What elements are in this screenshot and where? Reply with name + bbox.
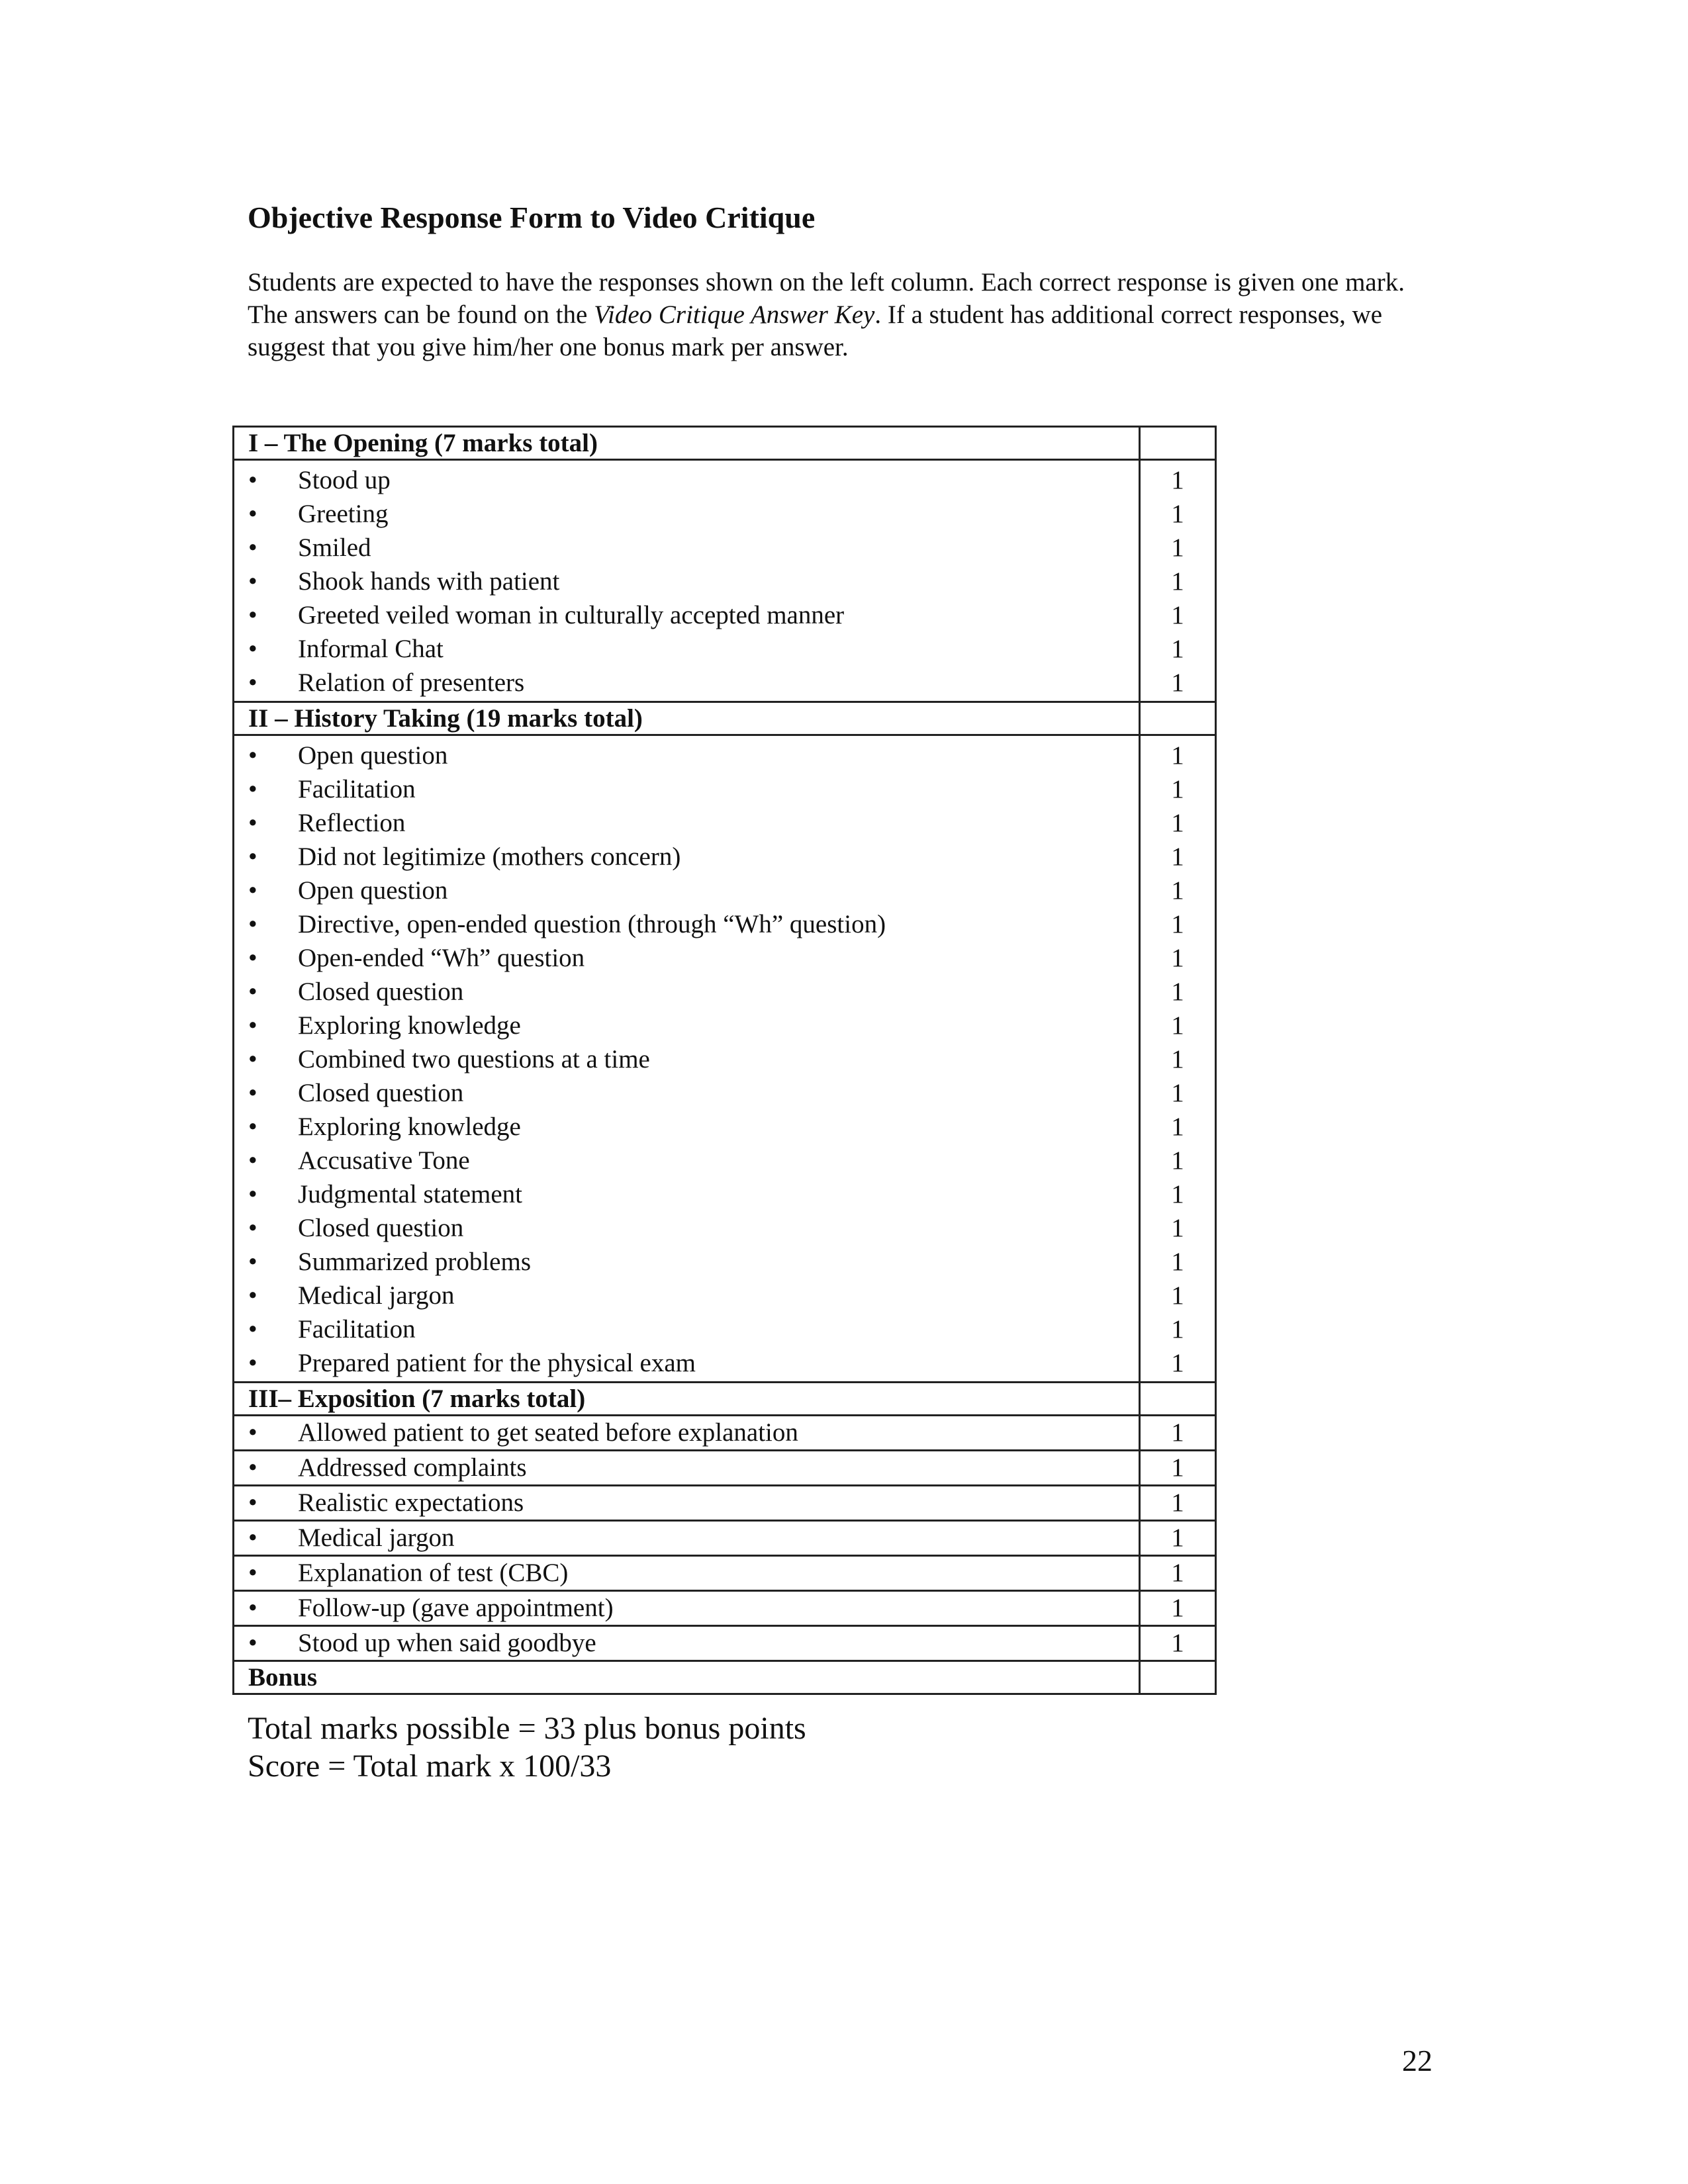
list-item — [234, 632, 1139, 666]
page-number: 22 — [1402, 2044, 1432, 2077]
section-heading-history-taking: II – History Taking (19 marks total) — [234, 702, 1140, 735]
item-text: Reflection — [298, 809, 406, 837]
list-item — [234, 1177, 1139, 1211]
item-mark: 1 — [1171, 876, 1184, 905]
list-item — [234, 1626, 1140, 1661]
item-mark: 1 — [1171, 1146, 1184, 1175]
mark-list-cell — [1140, 735, 1216, 1383]
list-item — [234, 497, 1139, 531]
item-text: Relation of presenters — [298, 668, 525, 697]
bullet-icon: • — [248, 1594, 258, 1622]
item-mark: 1 — [1171, 1248, 1184, 1276]
item-mark: 1 — [1140, 1521, 1216, 1556]
bullet-icon: • — [248, 500, 258, 528]
table-row — [234, 1416, 1216, 1451]
bullet-icon: • — [248, 1281, 258, 1310]
bullet-icon: • — [248, 1349, 258, 1377]
bullet-icon: • — [248, 1559, 258, 1587]
item-mark: 1 — [1171, 533, 1184, 562]
item-mark: 1 — [1171, 741, 1184, 770]
item-mark: 1 — [1171, 1281, 1184, 1310]
bullet-icon: • — [248, 567, 258, 596]
section-mark-cell — [1140, 427, 1216, 460]
item-mark: 1 — [1171, 1045, 1184, 1073]
bonus-label: Bonus — [234, 1661, 1140, 1694]
item-text: Greeting — [298, 500, 389, 528]
item-text: Accusative Tone — [298, 1146, 470, 1175]
list-item — [234, 1451, 1140, 1486]
item-mark: 1 — [1171, 978, 1184, 1006]
list-item — [234, 1279, 1139, 1312]
section-header-row — [234, 1383, 1216, 1416]
list-item — [234, 907, 1139, 941]
item-text: Explanation of test (CBC) — [298, 1559, 569, 1587]
bullet-icon: • — [248, 1315, 258, 1343]
item-text: Facilitation — [298, 1315, 416, 1343]
bullet-icon: • — [248, 1629, 258, 1657]
item-mark: 1 — [1140, 1556, 1216, 1591]
item-mark: 1 — [1140, 1626, 1216, 1661]
item-mark: 1 — [1171, 1180, 1184, 1208]
item-text: Stood up — [298, 466, 391, 494]
list-item — [234, 1556, 1140, 1591]
bullet-icon: • — [248, 1113, 258, 1141]
item-text: Addressed complaints — [298, 1453, 527, 1482]
table-row — [234, 1486, 1216, 1521]
list-item — [234, 1521, 1140, 1556]
bullet-icon: • — [248, 1045, 258, 1073]
item-text: Judgmental statement — [298, 1180, 523, 1208]
bullet-icon: • — [248, 668, 258, 697]
table-row — [234, 1521, 1216, 1556]
answer-key-reference: Video Critique Answer Key — [594, 300, 875, 329]
item-mark: 1 — [1171, 1079, 1184, 1107]
section-header-row — [234, 702, 1216, 735]
bullet-icon: • — [248, 809, 258, 837]
response-form-table — [232, 426, 1217, 1695]
list-item — [234, 941, 1139, 975]
list-item — [234, 1486, 1140, 1521]
item-mark: 1 — [1171, 567, 1184, 596]
bullet-icon: • — [248, 635, 258, 663]
bullet-icon: • — [248, 466, 258, 494]
list-item — [234, 1346, 1139, 1380]
list-item — [234, 598, 1139, 632]
list-item — [234, 565, 1139, 598]
item-mark: 1 — [1140, 1451, 1216, 1486]
item-mark: 1 — [1171, 466, 1184, 494]
bullet-icon: • — [248, 741, 258, 770]
item-text: Greeted veiled woman in culturally accepted manner — [298, 601, 845, 629]
bullet-icon: • — [248, 775, 258, 803]
bullet-icon: • — [248, 1453, 258, 1482]
section-mark-cell — [1140, 702, 1216, 735]
list-item — [234, 874, 1139, 907]
list-item — [234, 1009, 1139, 1042]
list-item — [234, 1591, 1140, 1626]
list-item — [234, 1144, 1139, 1177]
list-item — [234, 772, 1139, 806]
page-title: Objective Response Form to Video Critique — [248, 201, 816, 234]
list-item — [234, 1076, 1139, 1110]
item-mark: 1 — [1171, 1349, 1184, 1377]
item-text: Medical jargon — [298, 1281, 455, 1310]
item-mark: 1 — [1171, 500, 1184, 528]
item-list-cell — [234, 460, 1140, 702]
list-item — [234, 666, 1139, 700]
list-item — [234, 1110, 1139, 1144]
item-mark: 1 — [1171, 1214, 1184, 1242]
item-mark: 1 — [1171, 910, 1184, 938]
item-text: Realistic expectations — [298, 1488, 524, 1517]
bullet-icon: • — [248, 1248, 258, 1276]
bullet-icon: • — [248, 1524, 258, 1552]
item-mark: 1 — [1171, 635, 1184, 663]
list-item — [234, 1312, 1139, 1346]
list-item — [234, 975, 1139, 1009]
bullet-icon: • — [248, 842, 258, 871]
item-mark: 1 — [1171, 668, 1184, 697]
bullet-icon: • — [248, 1488, 258, 1517]
item-text: Directive, open-ended question (through “Wh” question) — [298, 910, 886, 938]
bullet-icon: • — [248, 1146, 258, 1175]
table-row — [234, 1591, 1216, 1626]
item-text: Smiled — [298, 533, 371, 562]
bullet-icon: • — [248, 1214, 258, 1242]
table-row — [234, 1626, 1216, 1661]
totals-block — [248, 1709, 806, 1785]
item-text: Open question — [298, 741, 448, 770]
item-text: Summarized problems — [298, 1248, 532, 1276]
bullet-icon: • — [248, 1011, 258, 1040]
section-heading-exposition: III– Exposition (7 marks total) — [234, 1383, 1140, 1416]
bullet-icon: • — [248, 978, 258, 1006]
item-text: Combined two questions at a time — [298, 1045, 650, 1073]
item-mark: 1 — [1140, 1416, 1216, 1451]
item-text: Informal Chat — [298, 635, 444, 663]
bullet-icon: • — [248, 1180, 258, 1208]
item-text: Did not legitimize (mothers concern) — [298, 842, 681, 871]
bullet-icon: • — [248, 1079, 258, 1107]
item-mark: 1 — [1140, 1591, 1216, 1626]
list-item — [234, 1211, 1139, 1245]
item-text: Prepared patient for the physical exam — [298, 1349, 696, 1377]
intro-text-end: . If a student has additional correct responses, we suggest that you give him/her one bonus mark per answer. — [248, 300, 1383, 361]
item-text: Open question — [298, 876, 448, 905]
item-mark: 1 — [1171, 944, 1184, 972]
total-marks-line: Total marks possible = 33 plus bonus points — [248, 1711, 806, 1746]
item-text: Shook hands with patient — [298, 567, 560, 596]
bullet-icon: • — [248, 910, 258, 938]
bullet-icon: • — [248, 876, 258, 905]
table-row — [234, 1556, 1216, 1591]
item-mark: 1 — [1171, 1113, 1184, 1141]
list-item — [234, 840, 1139, 874]
item-mark: 1 — [1171, 1315, 1184, 1343]
list-item — [234, 531, 1139, 565]
bullet-icon: • — [248, 533, 258, 562]
bullet-icon: • — [248, 1418, 258, 1447]
list-item — [234, 463, 1139, 497]
item-mark: 1 — [1171, 842, 1184, 871]
item-list-cell — [234, 735, 1140, 1383]
score-formula-line: Score = Total mark x 100/33 — [248, 1749, 612, 1784]
intro-paragraph — [248, 266, 1426, 363]
item-text: Facilitation — [298, 775, 416, 803]
item-text: Closed question — [298, 978, 464, 1006]
item-mark: 1 — [1140, 1486, 1216, 1521]
section-header-row — [234, 427, 1216, 460]
item-text: Exploring knowledge — [298, 1113, 521, 1141]
table-row — [234, 1451, 1216, 1486]
item-text: Closed question — [298, 1079, 464, 1107]
bullet-icon: • — [248, 944, 258, 972]
bullet-icon: • — [248, 601, 258, 629]
item-text: Allowed patient to get seated before explanation — [298, 1418, 798, 1447]
item-mark: 1 — [1171, 809, 1184, 837]
bonus-mark-cell — [1140, 1661, 1216, 1694]
bonus-row — [234, 1661, 1216, 1694]
item-text: Follow-up (gave appointment) — [298, 1594, 614, 1622]
list-item — [234, 739, 1139, 772]
mark-list-cell — [1140, 460, 1216, 702]
item-text: Closed question — [298, 1214, 464, 1242]
list-item — [234, 1245, 1139, 1279]
item-mark: 1 — [1171, 1011, 1184, 1040]
section-mark-cell — [1140, 1383, 1216, 1416]
item-mark: 1 — [1171, 601, 1184, 629]
item-text: Medical jargon — [298, 1524, 455, 1552]
item-text: Open-ended “Wh” question — [298, 944, 585, 972]
list-item — [234, 806, 1139, 840]
item-text: Exploring knowledge — [298, 1011, 521, 1040]
list-item — [234, 1416, 1140, 1451]
section-items-row — [234, 735, 1216, 1383]
section-items-row — [234, 460, 1216, 702]
list-item — [234, 1042, 1139, 1076]
item-mark: 1 — [1171, 775, 1184, 803]
intro-text-start: Students are expected to have the responses shown on the left column. Each correct response is given one mark. The answers can be found on the — [248, 268, 1405, 329]
item-text: Stood up when said goodbye — [298, 1629, 596, 1657]
section-heading-opening: I – The Opening (7 marks total) — [234, 427, 1140, 460]
